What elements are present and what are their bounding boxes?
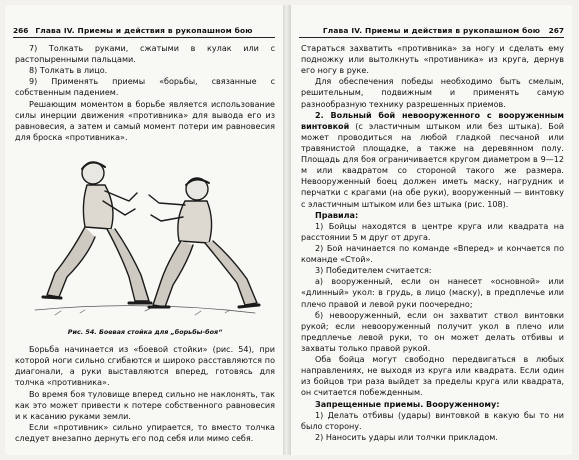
rule-item: 3) Победителем считается: (315, 266, 432, 276)
paragraph-free-fight (301, 110, 564, 210)
right-page-body (301, 43, 564, 443)
rule-subitem: б) невооруженный, если он захватит ствол винтовки рукой; если невооруженный получит укол в плечо или предплечье левой руки, то он может делать отбивы и захваты только правой рукой. (301, 310, 564, 353)
forbidden-heading: Запрещенные приемы. Вооруженному: (315, 399, 500, 409)
rule-item: 9) Применять приемы «борьбы, связанные с собственным падением. (15, 77, 275, 98)
right-page-header (299, 25, 564, 38)
rule-item: 1) Бойцы находятся в центре круга или квадрата на расстоянии 5 м друг от друга. (301, 221, 564, 242)
paragraph-move: Оба бойца могут свободно передвигаться в любых направлениях, не выходя из круга или квадрата. Если один из бойцов три раза выйдет за пределы круга или квадрата, он считается побежденным. (301, 355, 564, 398)
paragraph-resist: Если «противник» сильно упирается, то вместо толчка следует внезапно дернуть его под себя или мимо себя. (15, 422, 275, 443)
paragraph-grab: Стараться захватить «противника» за ногу и сделать ему подножку или вытолкнуть «противника» из круга, дернув его ногу в руке. (301, 44, 564, 76)
book-gutter (283, 5, 291, 455)
left-page (5, 5, 283, 455)
right-page-number: 267 (548, 26, 564, 35)
paragraph-moment: Решающим моментом в борьбе является использование силы инерции движения «противника» для вывода его из равновесия, а затем и самый момент потери им равновесия для броска «противника». (15, 99, 275, 142)
forbidden-item: 1) Делать отбивы (удары) винтовкой в какую бы то ни было сторону. (301, 410, 564, 431)
section-text: (с эластичным штыком или без штыка). Бой может проводиться на любой гладкой песчаной или травянистой площадке, а также на деревянном полу. Площадь для боя ограничивается кругом диаметром в 9—12 м или квадратом со стороной такого же размера. Невооруженный боец должен иметь маску, нагрудник и перчатки с крагами (на обе руки), вооруженный — винтовку с эластичным штыком или без штыка (рис. 108). (301, 121, 564, 209)
rule-item: 2) Бой начинается по команде «Вперед» и кончается по команде «Стой». (301, 243, 564, 265)
rule-item: 8) Толкать в лицо. (29, 66, 108, 76)
rule-subitem: а) вооруженный, если он нанесет «основной» или «длинный» укол: в грудь, в лицо (маску), в предплечье или плечо правой и левой руки поочередно; (301, 277, 564, 309)
two-fighters-drawing (25, 145, 265, 325)
fighting-stance-illustration (25, 145, 265, 325)
forbidden-item: 2) Наносить удары или толчки прикладом. (315, 432, 498, 442)
left-page-header (13, 25, 275, 38)
right-running-head: Глава IV. Приемы и действия в рукопашном бою (322, 26, 541, 35)
section-heading: 2. Вольный бой невооруженного с вооруженным винтовкой (301, 110, 564, 131)
right-page (291, 5, 572, 455)
paragraph-qualities: Для обеспечения победы необходимо быть смелым, решительным, подвижным и применять самую разнообразную технику разрешенных приемов. (301, 77, 564, 109)
figure-caption: Рис. 54. Боевая стойка для „борьбы-боя“ (67, 327, 223, 336)
left-page-body (15, 43, 275, 444)
left-page-number: 266 (13, 26, 29, 35)
paragraph-lean: Во время боя туловище вперед сильно не наклонять, так как это может привести к потере собственного равновесия и к касанию руками земли. (15, 389, 275, 421)
rule-item: 7) Толкать руками, сжатыми в кулак или с растопыренными пальцами. (15, 44, 275, 65)
paragraph-start: Борьба начинается из «боевой стойки» (рис. 54), при которой ноги сильно сгибаются и широко расставляются по диагонали, а руки выставляются вперед, готовясь для толчка «противника». (15, 345, 275, 388)
rules-heading: Правила: (315, 210, 359, 220)
left-running-head: Глава IV. Приемы и действия в рукопашном бою (35, 26, 253, 35)
